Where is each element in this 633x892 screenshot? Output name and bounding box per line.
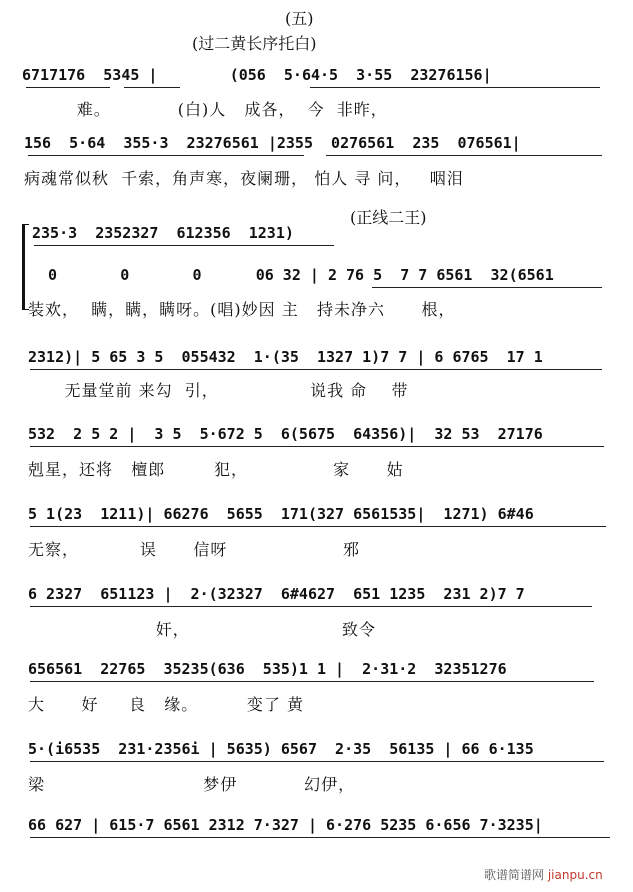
beam-line: [30, 526, 606, 527]
lyric-row: 奸， 致令: [28, 620, 376, 639]
notation-row: 5·(i6535 231·2356i | 5635) 6567 2·35 56135 | 66 6·135: [28, 740, 534, 758]
beam-line: [30, 446, 604, 447]
notation-row: 66 627 | 615·7 6561 2312 7·327 | 6·276 5235 6·656 7·3235|: [28, 816, 543, 834]
notation-row: 2312)| 5 65 3 5 055432 1·(35 1327 1)7 7 | 6 6765 17 1: [28, 348, 543, 366]
beam-line: [30, 606, 592, 607]
beam-line: [326, 155, 602, 156]
notation-row: 0 0 0 06 32 | 2 76 5 7 7 6561 32(6561: [48, 266, 554, 284]
beam-line: [30, 369, 602, 370]
beam-line: [124, 87, 180, 88]
site-watermark: [484, 866, 603, 883]
lyric-row: 大 好 良 缘。 变了 黄: [28, 695, 304, 714]
beam-line: [372, 287, 602, 288]
beam-line: [30, 761, 604, 762]
lyric-row: 剋星，还将 檀郎 犯， 家 姑: [28, 460, 404, 479]
lyric-row: 难。 (白)人 成各， 今 非昨，: [22, 100, 388, 119]
notation-row: 656561 22765 35235(636 535)1 1 | 2·31·2 32351276: [28, 660, 507, 678]
notation-row: 235·3 2352327 612356 1231): [32, 224, 294, 242]
notation-row: 6717176 5345 | (056 5·64·5 3·55 23276156|: [22, 66, 492, 84]
notation-row: 156 5·64 355·3 23276561 |2355 0276561 235 076561|: [24, 134, 521, 152]
watermark-text: 歌谱简谱网: [484, 868, 545, 882]
notation-row: 532 2 5 2 | 3 5 5·672 5 6(5675 64356)| 32 53 27176: [28, 425, 543, 443]
notation-row: 5 1(23 1211)| 66276 5655 171(327 6561535| 1271) 6#46: [28, 505, 534, 523]
beam-line: [28, 155, 304, 156]
lyric-row: 病魂常似秋 千索，角声寒，夜阑珊， 怕人 寻 问， 咽泪: [24, 169, 464, 188]
lyric-row: 无量堂前 来勾 引， 说我 命 带: [28, 381, 409, 400]
key-heading: (正线二王): [350, 208, 427, 227]
intro-heading: (过二黄长序托白): [192, 34, 317, 53]
beam-line: [30, 681, 594, 682]
beam-line: [26, 87, 110, 88]
lyric-row: 无察， 误 信呀 邪: [28, 540, 361, 559]
beam-line: [30, 837, 610, 838]
lyric-row: 装欢， 瞒，瞒，瞒呀。(唱)妙因 主 持未净六 根，: [28, 300, 456, 319]
watermark-url: jianpu.cn: [547, 868, 603, 882]
section-number: (五): [285, 9, 314, 28]
beam-line: [310, 87, 600, 88]
notation-row: 6 2327 651123 | 2·(32327 6#4627 651 1235 231 2)7 7: [28, 585, 525, 603]
lyric-row: 梁 梦伊 幻伊，: [28, 775, 356, 794]
beam-line: [34, 245, 334, 246]
